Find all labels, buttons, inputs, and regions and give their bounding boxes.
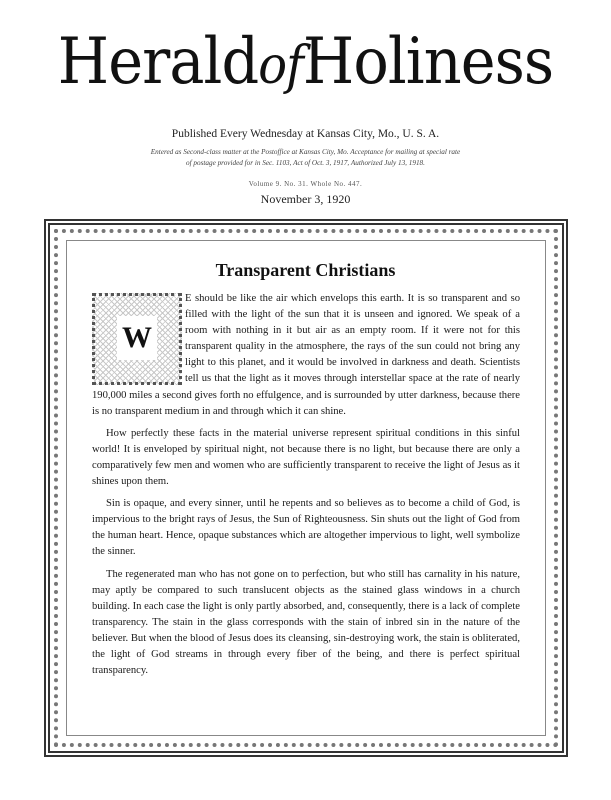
dropcap-letter: W <box>117 316 157 360</box>
entry-notice-line-2: of postage provided for in Sec. 1103, Act of Oct. 3, 1917, Authorized July 13, 1918. <box>186 159 425 167</box>
issue-date: November 3, 1920 <box>260 192 351 206</box>
masthead-of: of <box>258 36 303 96</box>
masthead-herald: Herald <box>57 25 259 99</box>
entry-notice-line-1: Entered as Second-class matter at the Postoffice at Kansas City, Mo. Acceptance for mailing at special rate <box>150 148 461 156</box>
masthead-title <box>24 22 586 106</box>
dropcap-ornament <box>92 293 182 385</box>
article-title: Transparent Christians <box>215 260 396 280</box>
article-paragraph-4: The regenerated man who has not gone on to perfection, but who still has carnality in his nature, may aptly be compared to such translucent objects as the stained glass windows in a church building. In each case the light is only partly absorbed, and, consequently, there is a lack of complete transparency. The stain in the glass corresponds with the stain of inbred sin in the nature of the believer. But when the blood of Jesus does its cleansing, sin-destroying work, the stain is obliterated, the light of God streams in through every fiber of the being, and there is perfect spiritual transparency. <box>92 568 520 677</box>
article-paragraph-2: How perfectly these facts in the material universe represent spiritual conditions in this sinful world! It is enveloped by spiritual night, not because there is no light, but because there are only a comparatively few men and women who are sufficiently transparent to receive the light of Jesus as it shines upon them. <box>92 427 520 488</box>
article-paragraph-1: E should be like the air which envelops this earth. It is so transparent and so filled with the light of the sun that it is unseen and ignored. We speak of a room with nothing in it but air as an empty room. If it were not for this transparent quality in the atmosphere, the rays of the sun could not bring any light to this planet, and it would be involved in darkness and death. Scientists tell us that the light as it moves through interstellar space at the rate of nearly 190,000 miles a second gives forth no effulgence, and is surrounded by utter darkness, because there is no transparent medium in and through which it can shine. <box>92 293 520 417</box>
volume-line: Volume 9. No. 31. Whole No. 447. <box>248 180 363 188</box>
masthead-holiness: Holiness <box>302 25 554 99</box>
publication-line: Published Every Wednesday at Kansas City, Mo., U. S. A. <box>171 128 440 140</box>
article-paragraph-3: Sin is opaque, and every sinner, until he repents and so believes as to become a child of God, is impervious to the bright rays of Jesus, the Sun of Righteousness. Sin shuts out the light of God from the human heart. Hence, opaque substances which are altogether impervious to light, well symbolize the sinner. <box>92 498 520 558</box>
